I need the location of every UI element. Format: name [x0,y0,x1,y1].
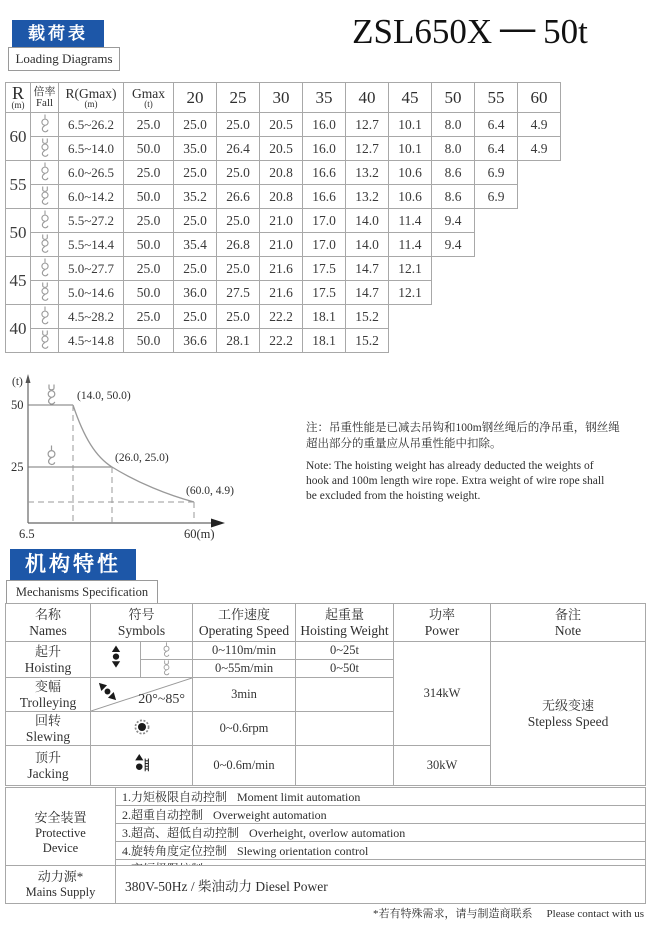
hoisting-symbol-cell [91,642,141,678]
mechanisms-table [5,603,646,786]
single-fall-hook-icon [38,114,52,135]
protective-item: 2.超重自动控制 Overweight automation [116,806,646,824]
up-down-arrow-icon [110,645,122,670]
note-block [306,420,646,504]
double-fall-hook-icon [48,385,55,405]
spec-col-power: 功率 Power [394,604,491,642]
load-value: 10.1 [389,137,432,161]
rgmax-range: 5.5~27.2 [59,209,124,233]
load-value: 25.0 [217,113,260,137]
load-value: 16.0 [303,113,346,137]
rgmax-range: 5.5~14.4 [59,233,124,257]
mechanisms-badge [6,549,158,605]
protective-item: 4.旋转角度定位控制 Slewing orientation control [116,842,646,860]
radius-label: 45 [6,257,31,305]
load-value: 16.6 [303,161,346,185]
gmax-value: 50.0 [124,185,174,209]
double-fall-hook-icon [38,138,52,159]
load-value: 16.6 [303,185,346,209]
fall-cell [31,185,59,209]
load-curve-svg [8,372,253,547]
load-value: 6.4 [475,113,518,137]
load-value: 25.0 [217,209,260,233]
gmax-value: 50.0 [124,233,174,257]
load-value: 26.6 [217,185,260,209]
load-value: 6.9 [475,161,518,185]
jack-up-icon [132,754,152,774]
load-value: 35.4 [174,233,217,257]
col-header-fall: 倍率 Fall [31,83,59,113]
single-fall-hook-icon [48,446,55,465]
load-value: 11.4 [389,209,432,233]
loading-table-row [6,281,561,305]
fall-cell [31,305,59,329]
load-value: 22.2 [260,305,303,329]
double-fall-hook-icon [160,660,173,677]
hoisting-speed-2: 0~55m/min [193,660,296,678]
note-en-line: Note: The hoisting weight has already deducted the weights of [306,460,594,472]
load-value: 25.0 [217,161,260,185]
fall-cell [31,113,59,137]
col-header-radius-40: 40 [346,83,389,113]
mechanisms-badge-zh: 机构特性 [10,549,136,580]
fall-cell [31,137,59,161]
page-title [300,8,640,52]
load-value: 35.2 [174,185,217,209]
gmax-value: 50.0 [124,329,174,353]
loading-table-row [6,233,561,257]
rotation-circle-icon [133,718,151,736]
note-zh-line: 注：吊重性能是已减去吊钩和100m钢丝绳后的净吊重，钢丝绳 [306,422,620,434]
footer-zh: *若有特殊需求，请与制造商联系 [373,908,533,920]
mechanisms-badge-en: Mechanisms Specification [6,580,158,605]
load-value: 13.2 [346,185,389,209]
load-value: 21.0 [260,209,303,233]
col-header-radius-55: 55 [475,83,518,113]
load-value: 28.1 [217,329,260,353]
fall-cell [31,233,59,257]
load-value: 36.0 [174,281,217,305]
slewing-weight-empty [296,712,394,746]
y-axis-unit: (t) [12,376,23,388]
double-fall-hook-icon [38,282,52,303]
trolleying-angle: 20°~85° [138,692,186,707]
load-value: 20.5 [260,137,303,161]
radius-label: 40 [6,305,31,353]
title-dash: — [500,8,536,47]
load-value: 8.6 [432,185,475,209]
loading-table-row [6,257,561,281]
single-fall-hook-icon [160,642,173,659]
hoisting-name: 起升 Hoisting [6,642,91,678]
point-label-2: (26.0, 25.0) [115,452,169,464]
load-value: 36.6 [174,329,217,353]
fall-cell [31,257,59,281]
col-header-radius-35: 35 [303,83,346,113]
hoisting-speed-1: 0~110m/min [193,642,296,660]
x-origin-label: 6.5 [19,527,35,541]
load-value: 14.0 [346,233,389,257]
spec-col-weight: 起重量 Hoisting Weight [296,604,394,642]
load-value: 12.7 [346,137,389,161]
load-value: 20.5 [260,113,303,137]
single-fall-hook-icon [38,210,52,231]
gmax-value: 25.0 [124,257,174,281]
load-value: 17.5 [303,257,346,281]
spec-col-names: 名称 Names [6,604,91,642]
load-value: 25.0 [174,305,217,329]
load-value: 8.6 [432,161,475,185]
loading-table-row [6,113,561,137]
note-zh-line: 超出部分的重量应从吊重性能中扣除。 [306,438,502,450]
load-value: 27.5 [217,281,260,305]
footer-en: Please contact with us [546,908,644,920]
jacking-speed: 0~0.6m/min [193,746,296,786]
radius-label: 55 [6,161,31,209]
load-value: 20.8 [260,185,303,209]
rgmax-range: 5.0~14.6 [59,281,124,305]
load-value: 25.0 [174,161,217,185]
rgmax-range: 4.5~28.2 [59,305,124,329]
load-value: 15.2 [346,305,389,329]
point-label-1: (14.0, 50.0) [77,390,131,402]
load-curve-chart [8,372,253,547]
double-fall-hook-icon [38,186,52,207]
load-value: 21.0 [260,233,303,257]
loading-table-row [6,185,561,209]
loading-diagrams-badge [8,20,120,71]
y-tick-25: 25 [11,460,24,474]
load-value: 12.7 [346,113,389,137]
jacking-symbol-cell [91,746,193,786]
load-value: 17.0 [303,233,346,257]
rgmax-range: 5.0~27.7 [59,257,124,281]
gmax-value: 25.0 [124,305,174,329]
load-value: 35.0 [174,137,217,161]
load-value: 14.7 [346,281,389,305]
hoisting-weight-1: 0~25t [296,642,394,660]
load-value: 14.7 [346,257,389,281]
col-header-rgmax: R(Gmax) (m) [59,83,124,113]
y-axis-arrow-icon [26,374,31,383]
mains-supply-label: 动力源* Mains Supply [6,866,116,904]
y-tick-50: 50 [11,398,24,412]
loading-table-header [6,83,561,113]
load-value: 21.6 [260,281,303,305]
trolleying-name: 变幅 Trolleying [6,678,91,712]
protective-row [6,788,646,806]
gmax-value: 50.0 [124,137,174,161]
load-value: 25.0 [217,257,260,281]
load-value: 14.0 [346,209,389,233]
load-value: 6.9 [475,185,518,209]
fall-cell [31,329,59,353]
mains-supply-value: 380V-50Hz / 柴油动力 Diesel Power [116,866,646,904]
spec-col-speed: 工作速度 Operating Speed [193,604,296,642]
jacking-name: 顶升 Jacking [6,746,91,786]
slewing-name: 回转 Slewing [6,712,91,746]
point-label-3: (60.0, 4.9) [186,485,234,497]
hook-single-cell [141,642,193,660]
loading-table-row [6,161,561,185]
mains-row [6,866,646,904]
single-fall-hook-icon [38,258,52,279]
load-value: 16.0 [303,137,346,161]
note-en-line: hook and 100m length wire rope. Extra weight of wire rope shall [306,475,605,487]
col-header-radius: R (m) [6,83,31,113]
radius-label: 50 [6,209,31,257]
load-value: 9.4 [432,209,475,233]
note-en-line: be excluded from the hoisting weight. [306,490,481,502]
rgmax-range: 6.5~14.0 [59,137,124,161]
single-fall-hook-icon [38,162,52,183]
loading-table-row [6,329,561,353]
load-value: 25.0 [217,305,260,329]
loading-table-row [6,209,561,233]
hoisting-row-1 [6,642,646,660]
load-value: 17.5 [303,281,346,305]
load-value: 10.1 [389,113,432,137]
col-header-radius-20: 20 [174,83,217,113]
capacity: 50t [543,12,588,51]
slewing-speed: 0~0.6rpm [193,712,296,746]
diagonal-arrow-icon [97,681,118,702]
load-value: 6.4 [475,137,518,161]
load-value: 12.1 [389,257,432,281]
load-value: 10.6 [389,185,432,209]
power-main: 314kW [394,642,491,746]
load-value: 13.2 [346,161,389,185]
spec-col-note: 备注 Note [491,604,646,642]
fall-cell [31,209,59,233]
load-value: 25.0 [174,113,217,137]
x-axis-label: 60(m) [184,527,215,541]
load-value: 25.0 [174,209,217,233]
jacking-weight-empty [296,746,394,786]
loading-table-row [6,305,561,329]
jacking-power: 30kW [394,746,491,786]
loading-badge-en: Loading Diagrams [8,47,120,71]
load-value: 11.4 [389,233,432,257]
hoisting-weight-2: 0~50t [296,660,394,678]
fall-cell [31,161,59,185]
load-value: 21.6 [260,257,303,281]
radius-label: 60 [6,113,31,161]
rgmax-range: 6.0~26.5 [59,161,124,185]
loading-table [5,82,561,353]
double-fall-hook-icon [38,234,52,255]
load-value: 12.1 [389,281,432,305]
load-value: 26.4 [217,137,260,161]
spec-header-row [6,604,646,642]
double-fall-hook-icon [38,330,52,351]
col-header-radius-60: 60 [518,83,561,113]
gmax-value: 25.0 [124,113,174,137]
model-name: ZSL650X [352,12,493,51]
rgmax-range: 6.5~26.2 [59,113,124,137]
gmax-value: 25.0 [124,161,174,185]
protective-item: 3.超高、超低自动控制 Overheight, overlow automation [116,824,646,842]
spec-col-symbols: 符号 Symbols [91,604,193,642]
rgmax-range: 6.0~14.2 [59,185,124,209]
col-header-radius-50: 50 [432,83,475,113]
col-header-radius-25: 25 [217,83,260,113]
load-value: 15.2 [346,329,389,353]
load-value: 4.9 [518,113,561,137]
load-value: 8.0 [432,113,475,137]
load-value: 25.0 [174,257,217,281]
rgmax-range: 4.5~14.8 [59,329,124,353]
protective-item: 1.力矩极限自动控制 Moment limit automation [116,788,646,806]
footer-note [373,905,644,921]
gmax-value: 50.0 [124,281,174,305]
gmax-value: 25.0 [124,209,174,233]
load-value: 18.1 [303,329,346,353]
trolleying-symbol-cell [91,678,193,712]
load-value: 8.0 [432,137,475,161]
slewing-symbol-cell [91,712,193,746]
protective-device-label: 安全装置 Protective Device [6,788,116,878]
col-header-radius-45: 45 [389,83,432,113]
hook-double-cell [141,660,193,678]
note-value: 无级变速 Stepless Speed [491,642,646,786]
load-value: 9.4 [432,233,475,257]
col-header-radius-30: 30 [260,83,303,113]
load-value: 17.0 [303,209,346,233]
load-value: 22.2 [260,329,303,353]
load-value: 26.8 [217,233,260,257]
load-value: 4.9 [518,137,561,161]
mains-supply-table [5,865,646,904]
load-value: 18.1 [303,305,346,329]
loading-badge-zh: 载荷表 [12,20,104,47]
col-header-gmax: Gmax (t) [124,83,174,113]
trolleying-speed: 3min [193,678,296,712]
fall-cell [31,281,59,305]
loading-table-row [6,137,561,161]
single-fall-hook-icon [38,306,52,327]
load-value: 10.6 [389,161,432,185]
load-value: 20.8 [260,161,303,185]
trolleying-weight-empty [296,678,394,712]
